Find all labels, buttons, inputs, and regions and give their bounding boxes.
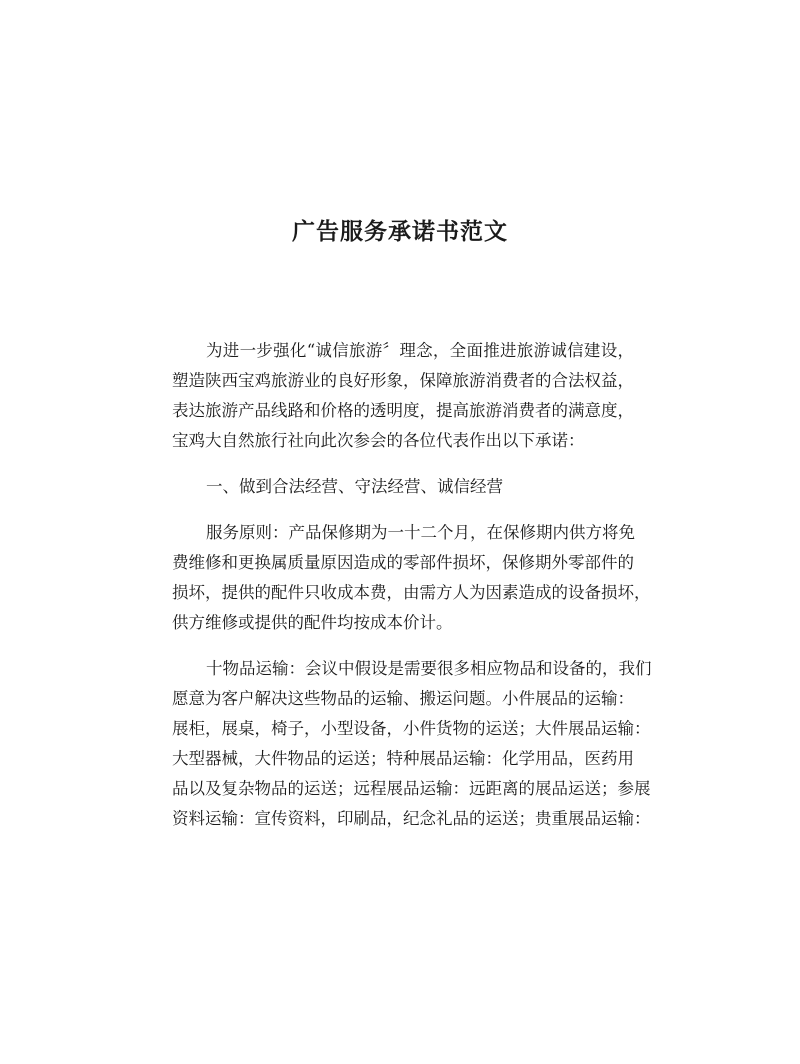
text-line: 费维修和更换属质量原因造成的零部件损坏，保修期外零部件的 (172, 553, 634, 572)
document-title: 广告服务承诺书范文 (292, 218, 508, 245)
text-line: 愿意为客户解决这些物品的运输、搬运问题。小件展品的运输： (172, 689, 634, 708)
text-line: 服务原则：产品保修期为一十二个月，在保修期内供方将免 (206, 523, 635, 542)
paragraph-service-principle (172, 518, 651, 638)
text-line: 塑造陕西宝鸡旅游业的良好形象，保障旅游消费者的合法权益， (172, 371, 634, 390)
paragraph-intro (172, 336, 634, 456)
text-line: 展柜，展桌，椅子，小型设备，小件货物的运送；大件展品运输： (172, 719, 651, 738)
text-line: 一、做到合法经营、守法经营、诚信经营 (206, 477, 503, 496)
text-line: 供方维修或提供的配件均按成本价计。 (172, 613, 453, 632)
document-body (172, 336, 652, 834)
text-line: 十物品运输：会议中假设是需要很多相应物品和设备的，我们 (206, 659, 652, 678)
paragraph-heading-one (172, 472, 634, 502)
text-line: 表达旅游产品线路和价格的透明度，提高旅游消费者的满意度， (172, 401, 634, 420)
text-line: 资料运输：宣传资料，印刷品，纪念礼品的运送；贵重展品运输： (172, 809, 651, 828)
text-line: 大型器械，大件物品的运送；特种展品运输：化学用品，医药用 (172, 749, 634, 768)
text-line: 为进一步强化“诚信旅游〞理念，全面推进旅游诚信建设， (206, 341, 634, 360)
text-line: 品以及复杂物品的运送；远程展品运输：远距离的展品运送；参展 (172, 779, 651, 798)
text-line: 宝鸡大自然旅行社向此次参会的各位代表作出以下承诺： (172, 431, 585, 450)
text-line: 损坏，提供的配件只收成本费，由需方人为因素造成的设备损坏， (172, 583, 651, 602)
paragraph-transport (172, 654, 652, 834)
